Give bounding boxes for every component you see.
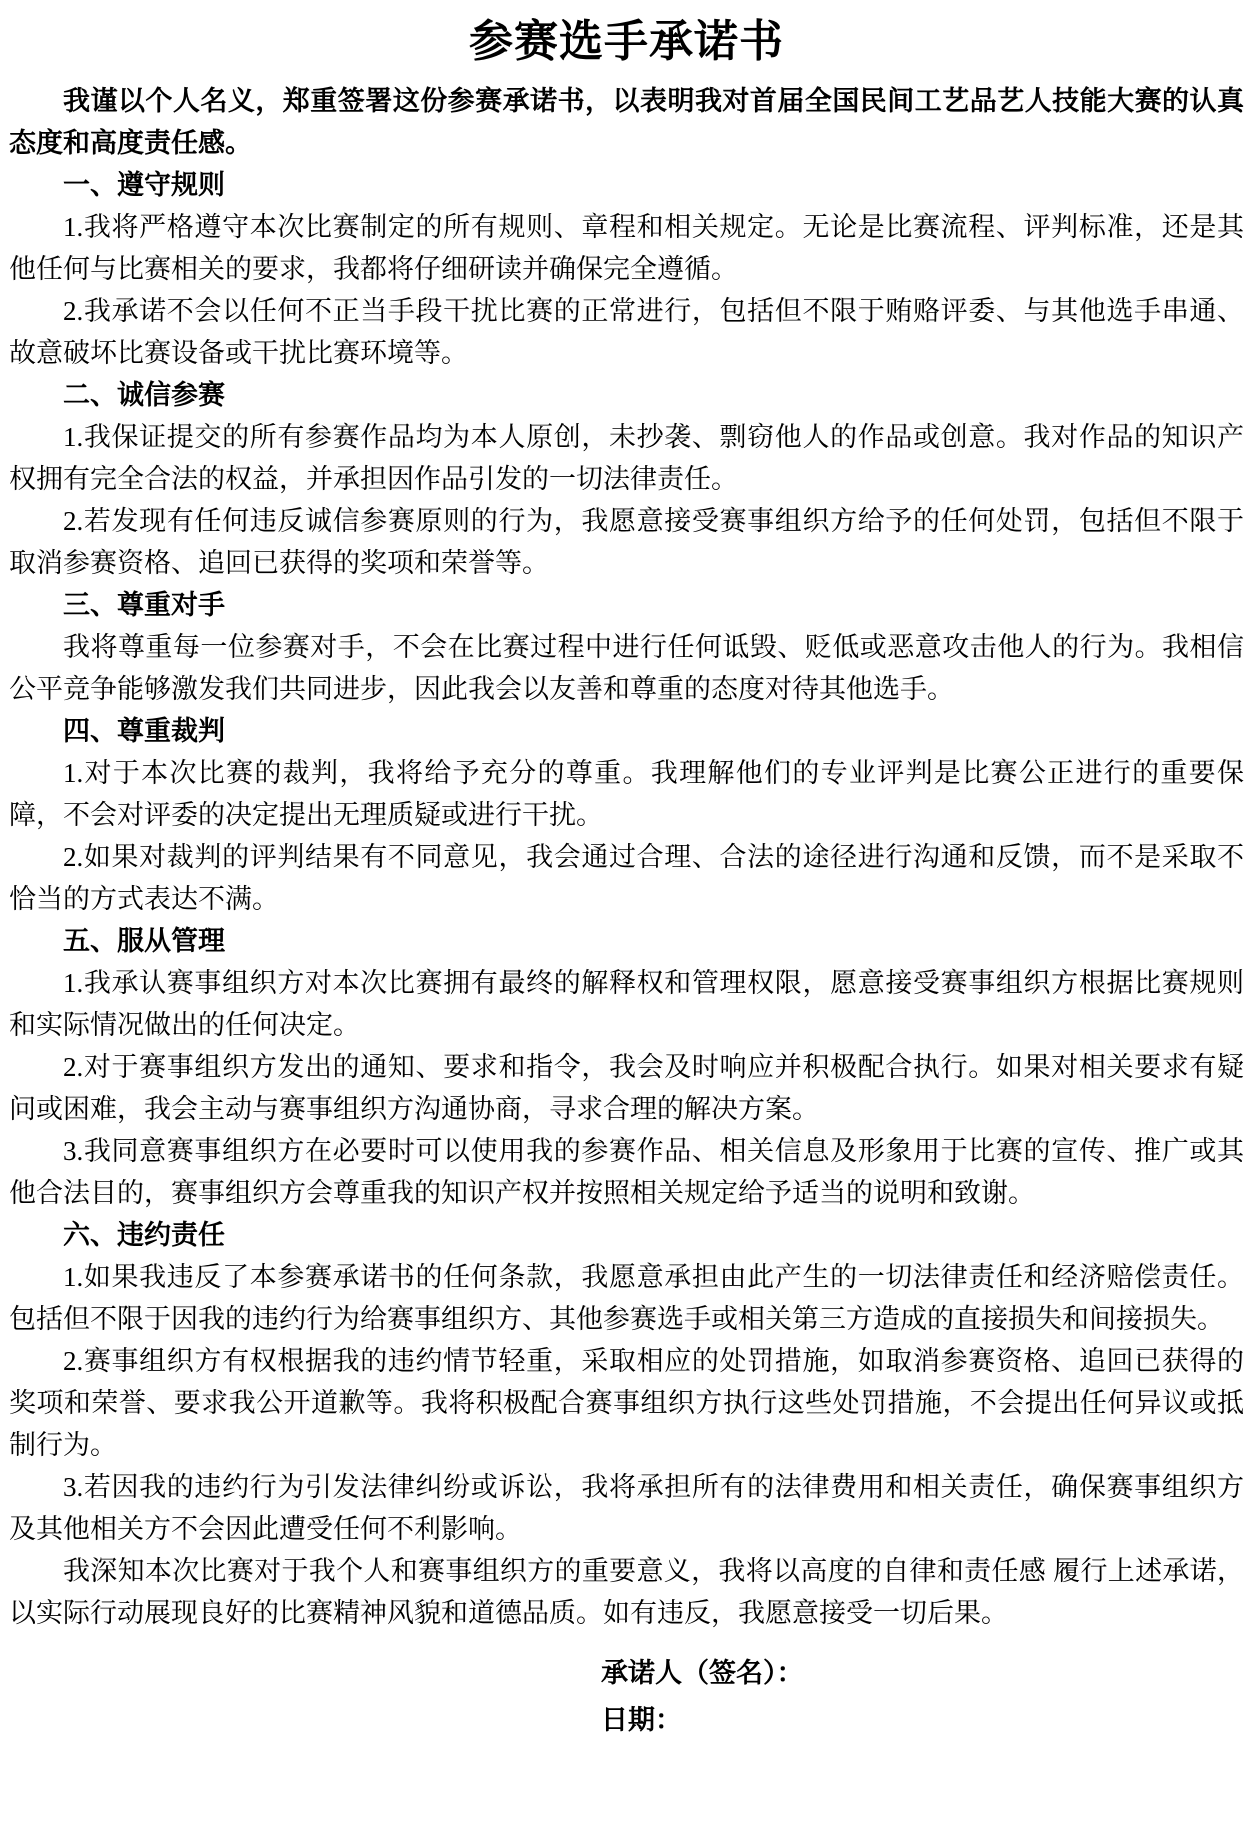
section-2-paragraph-2: 2.若发现有任何违反诚信参赛原则的行为，我愿意接受赛事组织方给予的任何处罚，包括但不限于取消参赛资格、追回已获得的奖项和荣誉等。 — [9, 506, 1244, 578]
section-3-paragraph-1: 我将尊重每一位参赛对手，不会在比赛过程中进行任何诋毁、贬低或恶意攻击他人的行为。我相信公平竞争能够激发我们共同进步，因此我会以友善和尊重的态度对待其他选手。 — [9, 632, 1244, 704]
section-6-paragraph-2: 2.赛事组织方有权根据我的违约情节轻重，采取相应的处罚措施，如取消参赛资格、追回已获得的奖项和荣誉、要求我公开道歉等。我将积极配合赛事组织方执行这些处罚措施，不会提出任何异议或抵制行为。 — [9, 1346, 1244, 1460]
section-5-paragraph-3: 3.我同意赛事组织方在必要时可以使用我的参赛作品、相关信息及形象用于比赛的宣传、推广或其他合法目的，赛事组织方会尊重我的知识产权并按照相关规定给予适当的说明和致谢。 — [9, 1136, 1244, 1208]
section-heading-5: 五、服从管理 — [63, 926, 225, 956]
intro-paragraph: 我谨以个人名义，郑重签署这份参赛承诺书，以表明我对首届全国民间工艺品艺人技能大赛的认真态度和高度责任感。 — [9, 86, 1244, 158]
section-6-paragraph-3: 3.若因我的违约行为引发法律纠纷或诉讼，我将承担所有的法律费用和相关责任，确保赛事组织方及其他相关方不会因此遭受任何不利影响。 — [9, 1472, 1244, 1544]
closing-paragraph: 我深知本次比赛对于我个人和赛事组织方的重要意义，我将以高度的自律和责任感 履行上述承诺，以实际行动展现良好的比赛精神风貌和道德品质。如有违反，我愿意接受一切后果。 — [9, 1556, 1244, 1628]
section-5-paragraph-2: 2.对于赛事组织方发出的通知、要求和指令，我会及时响应并积极配合执行。如果对相关要求有疑问或困难，我会主动与赛事组织方沟通协商，寻求合理的解决方案。 — [9, 1052, 1244, 1124]
section-heading-1: 一、遵守规则 — [63, 170, 225, 200]
section-2-paragraph-1: 1.我保证提交的所有参赛作品均为本人原创，未抄袭、剽窃他人的作品或创意。我对作品的知识产权拥有完全合法的权益，并承担因作品引发的一切法律责任。 — [9, 422, 1244, 494]
section-heading-2: 二、诚信参赛 — [63, 380, 225, 410]
section-4-paragraph-1: 1.对于本次比赛的裁判，我将给予充分的尊重。我理解他们的专业评判是比赛公正进行的重要保障，不会对评委的决定提出无理质疑或进行干扰。 — [9, 758, 1244, 830]
sections-container — [9, 164, 1244, 1550]
section-6-paragraph-1: 1.如果我违反了本参赛承诺书的任何条款，我愿意承担由此产生的一切法律责任和经济赔偿责任。包括但不限于因我的违约行为给赛事组织方、其他参赛选手或相关第三方造成的直接损失和间接损失。 — [9, 1262, 1244, 1334]
section-heading-3: 三、尊重对手 — [63, 590, 225, 620]
date-label: 日期： — [601, 1705, 682, 1735]
section-4-paragraph-2: 2.如果对裁判的评判结果有不同意见，我会通过合理、合法的途径进行沟通和反馈，而不是采取不恰当的方式表达不满。 — [9, 842, 1244, 914]
signature-block — [601, 1650, 1244, 1744]
section-heading-4: 四、尊重裁判 — [63, 716, 225, 746]
signer-label: 承诺人（签名）： — [601, 1658, 804, 1688]
section-1-paragraph-1: 1.我将严格遵守本次比赛制定的所有规则、章程和相关规定。无论是比赛流程、评判标准，还是其他任何与比赛相关的要求，我都将仔细研读并确保完全遵循。 — [9, 212, 1244, 284]
section-1-paragraph-2: 2.我承诺不会以任何不正当手段干扰比赛的正常进行，包括但不限于贿赂评委、与其他选手串通、故意破坏比赛设备或干扰比赛环境等。 — [9, 296, 1244, 368]
document-title: 参赛选手承诺书 — [469, 17, 784, 66]
section-5-paragraph-1: 1.我承认赛事组织方对本次比赛拥有最终的解释权和管理权限，愿意接受赛事组织方根据比赛规则和实际情况做出的任何决定。 — [9, 968, 1244, 1040]
section-heading-6: 六、违约责任 — [63, 1220, 225, 1250]
